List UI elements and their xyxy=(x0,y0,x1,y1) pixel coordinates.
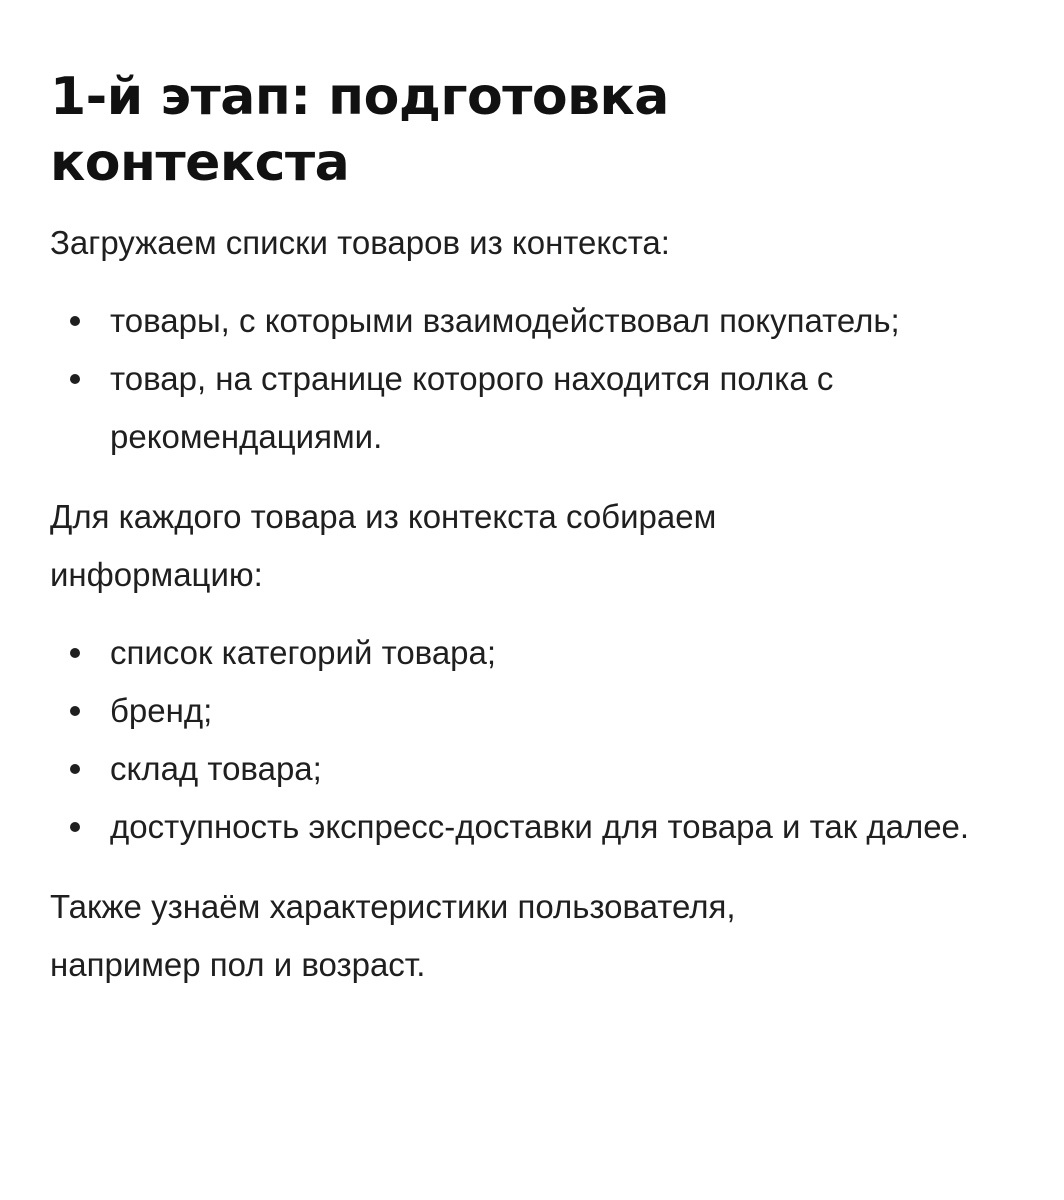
list-item-text: доступность экспресс-доставки для товара и так далее. xyxy=(110,808,970,845)
bullet-icon xyxy=(70,316,80,326)
bullet-icon xyxy=(70,374,80,384)
list-item xyxy=(50,798,1004,856)
section-title: 1-й этап: подготовка контекста xyxy=(50,67,669,193)
bullet-icon xyxy=(70,764,80,774)
info-intro-paragraph: Для каждого товара из контекста собираем информацию: xyxy=(50,498,717,593)
outro-paragraph: Также узнаём характеристики пользователя, например пол и возраст. xyxy=(50,888,736,983)
list-item-text: склад товара; xyxy=(110,750,322,787)
bullet-icon xyxy=(70,706,80,716)
intro-paragraph: Загружаем списки товаров из контекста: xyxy=(50,224,670,261)
list-item xyxy=(50,350,1004,466)
list-item xyxy=(50,624,1004,682)
info-items-list xyxy=(50,624,1004,856)
list-item xyxy=(50,740,1004,798)
list-item xyxy=(50,292,1004,350)
list-item-text: товары, с которыми взаимодействовал покупатель; xyxy=(110,302,900,339)
list-item-text: товар, на странице которого находится полка с рекомендациями. xyxy=(110,360,834,455)
context-items-list xyxy=(50,292,1004,466)
bullet-icon xyxy=(70,648,80,658)
list-item-text: список категорий товара; xyxy=(110,634,497,671)
bullet-icon xyxy=(70,822,80,832)
list-item xyxy=(50,682,1004,740)
list-item-text: бренд; xyxy=(110,692,213,729)
